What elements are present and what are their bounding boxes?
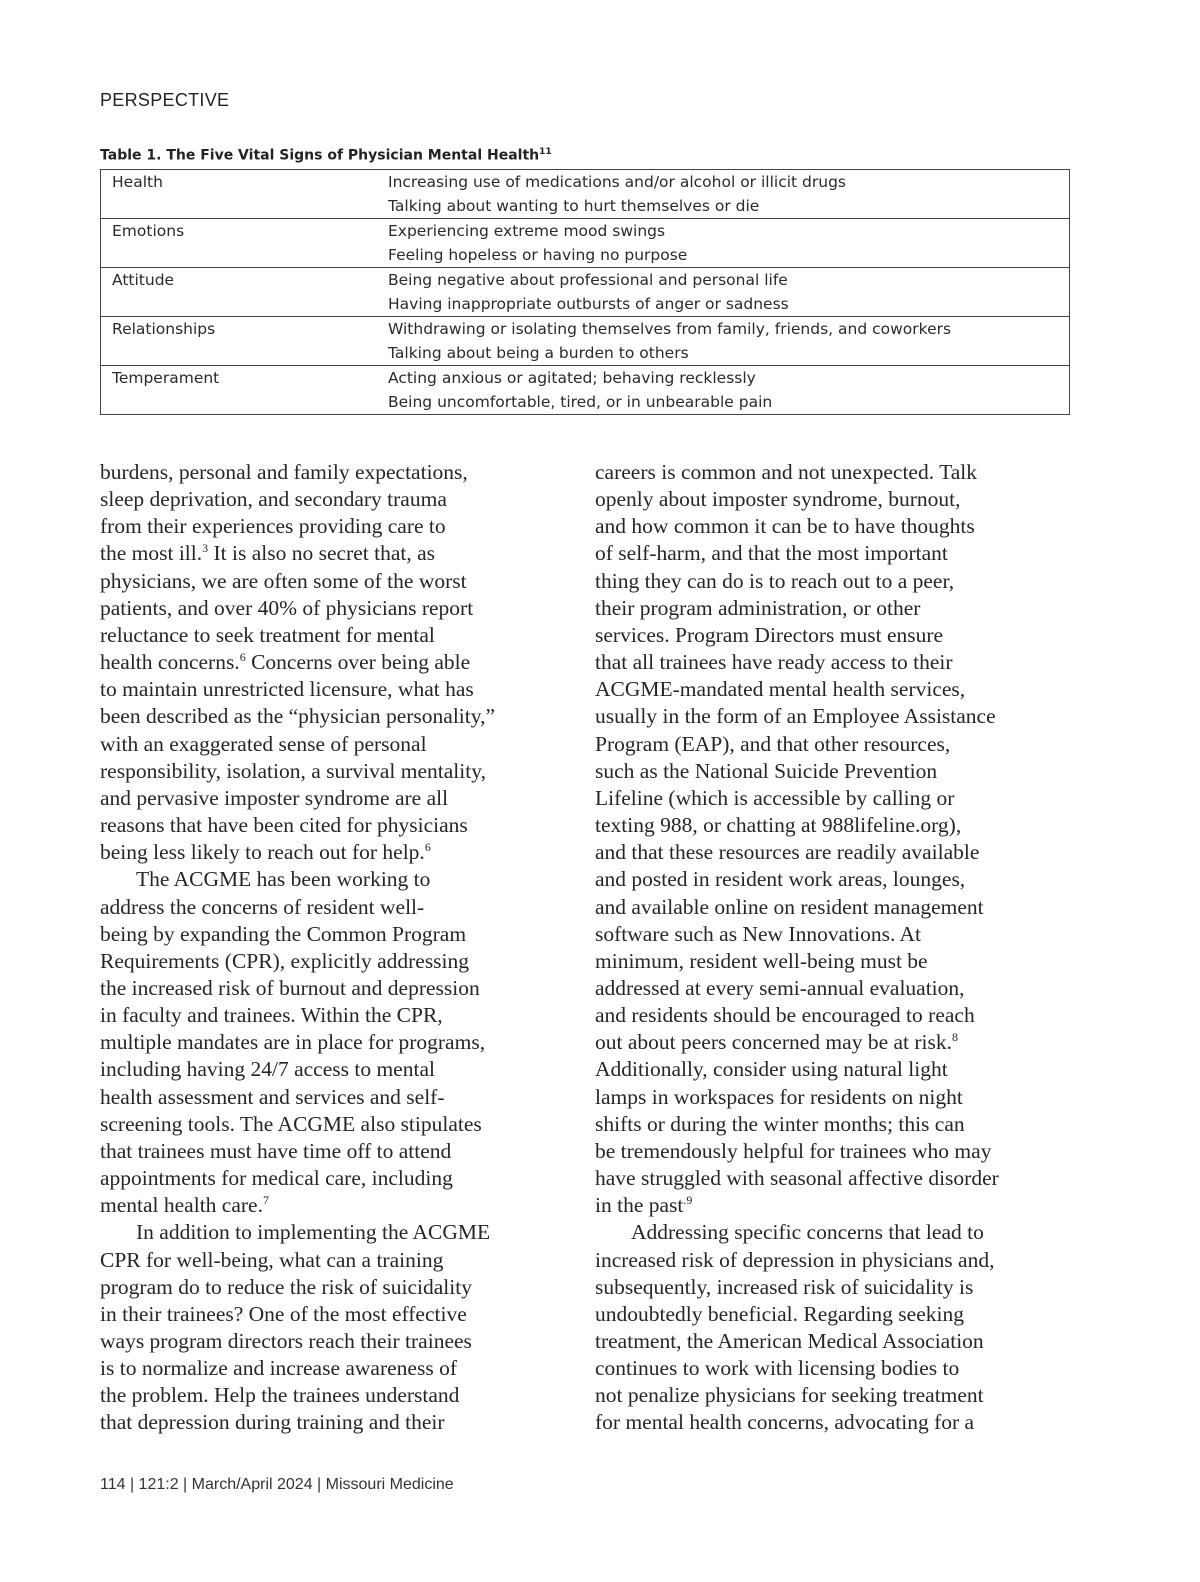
- paragraph-text: careers is common and not unexpected. Talk openly about imposter syndrome, burnout, and how common it can be to have thoughts of self-harm, and that the most important thing they can do is to reach out to a peer, their program administration, or other services. Program Directors must ensure that all trainees have ready access to their ACGME-mandated mental health services, usually in the form of an Employee Assistance Program (EAP), and that other resources, such as the National Suicide Prevention Lifeline (which is accessible by calling or texting 988, or chatting at 988lifeline.org), and that these resources are readily available and posted in resident work areas, lounges, and available online on resident management software such as New Innovations. At minimum, resident well-being must be addressed at every semi-annual evaluation, and residents should be encouraged to reach out about peers concerned may be at risk.: [595, 460, 996, 1055]
- table-cell-category: Attitude: [101, 268, 371, 317]
- paragraph: [595, 1219, 1025, 1436]
- table-cell-signs: [370, 170, 1070, 219]
- vital-signs-table: [100, 169, 1070, 415]
- table-cell-category: Relationships: [101, 317, 371, 366]
- sign-line: Increasing use of medications and/or alcohol or illicit drugs: [388, 173, 846, 191]
- table-caption-text: Table 1. The Five Vital Signs of Physician Mental Health: [100, 147, 540, 164]
- sign-line: Talking about being a burden to others: [388, 343, 689, 362]
- sign-line: Withdrawing or isolating themselves from family, friends, and coworkers: [388, 320, 952, 338]
- citation: 7: [262, 1193, 269, 1208]
- table-cell-signs: [370, 366, 1070, 415]
- table-cell-signs: [370, 219, 1070, 268]
- paragraph-text: burdens, personal and family expectations, sleep deprivation, and secondary trauma from their experiences providing care to the most ill.: [100, 460, 468, 566]
- citation: 6: [239, 649, 246, 664]
- section-label: PERSPECTIVE: [100, 90, 230, 110]
- citation: .9: [683, 1193, 693, 1208]
- table-cell-signs: [370, 268, 1070, 317]
- paragraph-text: Additionally, consider using natural light lamps in workspaces for residents on night shifts or during the winter months; this can be tremendously helpful for trainees who may have struggled with seasonal affective disorder in the past: [595, 1057, 999, 1218]
- table-row: [101, 219, 1070, 268]
- paragraph-text: It is also no secret that, as physicians, we are often some of the worst patients, and over 40% of physicians report reluctance to seek treatment for mental health concerns.: [100, 541, 474, 675]
- citation: 8: [952, 1030, 959, 1045]
- citation: 6: [424, 840, 431, 855]
- sign-line: Talking about wanting to hurt themselves or die: [388, 196, 760, 215]
- table-caption: [100, 147, 552, 164]
- body-column-left: [100, 459, 530, 1437]
- table-row: [101, 170, 1070, 219]
- table-row: [101, 366, 1070, 415]
- paragraph: [100, 866, 530, 1219]
- sign-line: Being uncomfortable, tired, or in unbearable pain: [388, 392, 773, 411]
- paragraph: [100, 1219, 530, 1436]
- paragraph-text: Addressing specific concerns that lead to increased risk of depression in physicians and, subsequently, increased risk of suicidality is undoubtedly beneficial. Regarding seeking treatment, the American Medical Association continues to work with licensing bodies to not penalize physicians for seeking treatment for mental health concerns, advocating for a: [595, 1220, 995, 1435]
- citation: 3: [202, 541, 209, 556]
- paragraph-text: Concerns over being able to maintain unrestricted licensure, what has been described as the “physician personality,” with an exaggerated sense of personal responsibility, isolation, a survival mentality, and pervasive imposter syndrome are all reasons that have been cited for physicians being less likely to reach out for help.: [100, 650, 496, 865]
- sign-line: Acting anxious or agitated; behaving recklessly: [388, 369, 756, 387]
- sign-line: Experiencing extreme mood swings: [388, 222, 666, 240]
- body-column-right: [595, 459, 1025, 1437]
- table-cell-category: Health: [101, 170, 371, 219]
- sign-line: Having inappropriate outbursts of anger or sadness: [388, 294, 789, 313]
- table-cell-category: Emotions: [101, 219, 371, 268]
- sign-line: Being negative about professional and personal life: [388, 271, 788, 289]
- paragraph-text: The ACGME has been working to address the concerns of resident well- being by expanding the Common Program Requirements (CPR), explicitly addressing the increased risk of burnout and depression in faculty and trainees. Within the CPR, multiple mandates are in place for programs, including having 24/7 access to mental health assessment and services and self- screening tools. The ACGME also stipulates that trainees must have time off to attend appointments for medical care, including mental health care.: [100, 867, 486, 1218]
- paragraph: [595, 459, 1025, 1219]
- page-footer: 114 | 121:2 | March/April 2024 | Missouri Medicine: [100, 1476, 454, 1493]
- sign-line: Feeling hopeless or having no purpose: [388, 245, 688, 264]
- table-cell-category: Temperament: [101, 366, 371, 415]
- table-cell-signs: [370, 317, 1070, 366]
- table-caption-reference: 11: [539, 147, 552, 157]
- table-row: [101, 268, 1070, 317]
- table-row: [101, 317, 1070, 366]
- paragraph-text: In addition to implementing the ACGME CPR for well-being, what can a training program do to reduce the risk of suicidality in their trainees? One of the most effective ways program directors reach their trainees is to normalize and increase awareness of the problem. Help the trainees understand that depression during training and their: [100, 1220, 491, 1435]
- paragraph: [100, 459, 530, 866]
